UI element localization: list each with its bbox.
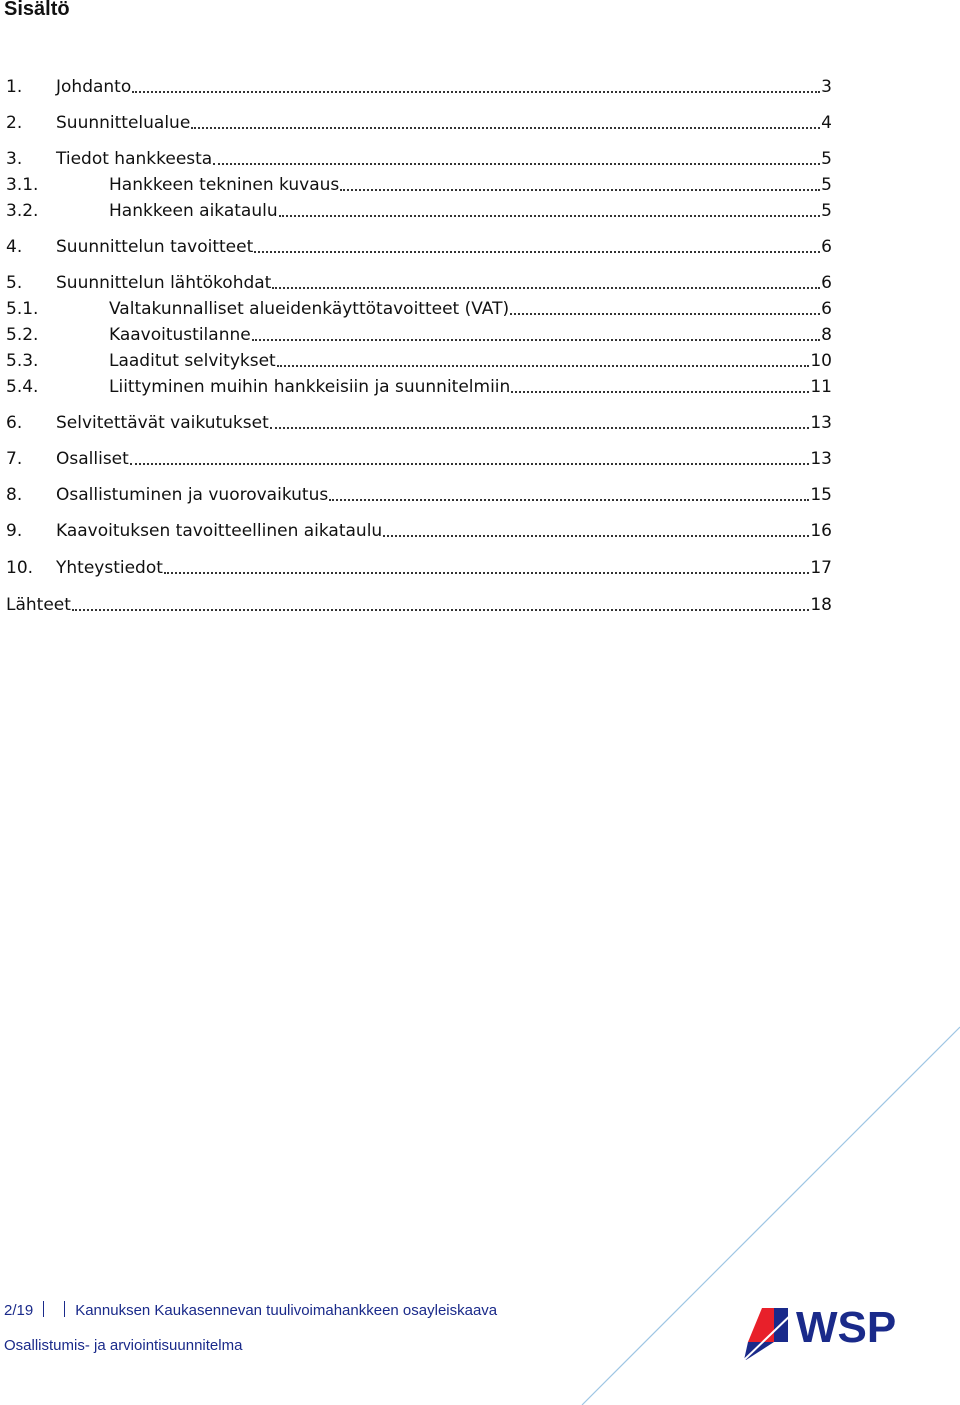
toc-dot-leader (340, 189, 820, 191)
toc-entry-title: Suunnittelualue (56, 113, 191, 133)
toc-entry-number: 3. (6, 149, 23, 169)
toc-entry[interactable] (6, 144, 832, 170)
toc-entry-page: 6 (821, 273, 832, 293)
toc-dot-leader (72, 609, 809, 611)
toc-entry-number: 3.1. (6, 175, 39, 195)
toc-entry-number: 5.4. (6, 377, 39, 397)
toc-entry[interactable] (6, 480, 832, 506)
wsp-logo (740, 1300, 915, 1362)
toc-entry-number: 1. (6, 77, 23, 97)
toc-dot-leader (132, 91, 820, 93)
toc-entry-number: 5. (6, 273, 23, 293)
toc-entry[interactable] (6, 516, 832, 542)
toc-entry-number: 3.2. (6, 201, 39, 221)
toc-entry-title: Liittyminen muihin hankkeisiin ja suunnitelmiin (109, 377, 511, 397)
project-title: Kannuksen Kaukasennevan tuulivoimahankkeen osayleiskaava (75, 1302, 498, 1319)
toc-entry-page: 5 (821, 149, 832, 169)
toc-entry-page: 3 (821, 77, 832, 97)
toc-dot-leader (279, 215, 821, 217)
toc-dot-leader (130, 463, 810, 465)
toc-dot-leader (164, 572, 809, 574)
toc-entry-page: 5 (821, 201, 832, 221)
toc-entry-page: 11 (810, 377, 832, 397)
toc-entry-title: Hankkeen aikataulu (109, 201, 278, 221)
toc-entry[interactable] (6, 408, 832, 434)
toc-entry-page: 13 (810, 413, 832, 433)
toc-dot-leader (383, 535, 809, 537)
toc-entry[interactable] (6, 553, 832, 579)
toc-entry[interactable] (6, 372, 832, 398)
document-type: Osallistumis- ja arviointisuunnitelma (4, 1337, 243, 1354)
toc-entry-page: 15 (810, 485, 832, 505)
toc-entry[interactable] (6, 232, 832, 258)
toc-entry-page: 10 (810, 351, 832, 371)
toc-entry[interactable] (6, 294, 832, 320)
toc-entry-title: Kaavoitustilanne (109, 325, 251, 345)
toc-entry[interactable] (6, 268, 832, 294)
toc-entry-title: Osallistuminen ja vuorovaikutus (56, 485, 329, 505)
toc-entry-page: 18 (810, 595, 832, 615)
footer-line-1 (4, 1301, 497, 1319)
toc-dot-leader (329, 499, 809, 501)
toc-entry-number: 7. (6, 449, 23, 469)
page-title: Sisältö (4, 0, 70, 20)
toc-entry-page: 8 (821, 325, 832, 345)
toc-entry-page: 6 (821, 299, 832, 319)
toc-entry-number: 6. (6, 413, 23, 433)
toc-entry-title: Kaavoituksen tavoitteellinen aikataulu (56, 521, 383, 541)
toc-dot-leader (254, 251, 820, 253)
logo-red-shape (748, 1308, 774, 1342)
toc-entry-title: Suunnittelun lähtökohdat (56, 273, 272, 293)
toc-dot-leader (510, 313, 820, 315)
toc-entry-page: 5 (821, 175, 832, 195)
toc-entry-number: 5.1. (6, 299, 39, 319)
footer-separator (64, 1301, 65, 1317)
toc-entry-number: 5.3. (6, 351, 39, 371)
toc-entry-page: 4 (821, 113, 832, 133)
toc-entry-number: 9. (6, 521, 23, 541)
toc-entry-title: Lähteet (6, 595, 71, 615)
toc-entry[interactable] (6, 108, 832, 134)
toc-entry-page: 6 (821, 237, 832, 257)
toc-dot-leader (252, 339, 820, 341)
toc-entry-title: Valtakunnalliset alueidenkäyttötavoitteet (VAT) (109, 299, 510, 319)
toc-entry-page: 13 (810, 449, 832, 469)
toc-entry[interactable] (6, 590, 832, 616)
toc-entry[interactable] (6, 346, 832, 372)
toc-entry-title: Hankkeen tekninen kuvaus (109, 175, 340, 195)
toc-entry-title: Osalliset (56, 449, 129, 469)
toc-entry-title: Yhteystiedot (56, 558, 163, 578)
toc-entry-number: 2. (6, 113, 23, 133)
toc-dot-leader (191, 127, 820, 129)
toc-entry-title: Suunnittelun tavoitteet (56, 237, 254, 257)
toc-entry-number: 8. (6, 485, 23, 505)
toc-dot-leader (277, 365, 810, 367)
page-indicator: 2/19 (4, 1302, 34, 1319)
toc-entry-title: Laaditut selvitykset (109, 351, 276, 371)
toc-dot-leader (272, 287, 820, 289)
toc-entry[interactable] (6, 320, 832, 346)
toc-entry-number: 10. (6, 558, 34, 578)
toc-entry-number: 4. (6, 237, 23, 257)
toc-entry-page: 17 (810, 558, 832, 578)
toc-entry[interactable] (6, 444, 832, 470)
toc-dot-leader (270, 427, 810, 429)
toc-entry[interactable] (6, 170, 832, 196)
toc-entry-page: 16 (810, 521, 832, 541)
toc-entry[interactable] (6, 196, 832, 222)
toc-entry-title: Tiedot hankkeesta (56, 149, 213, 169)
footer-separator (43, 1301, 44, 1317)
toc-dot-leader (511, 391, 809, 393)
toc-entry-number: 5.2. (6, 325, 39, 345)
toc-dot-leader (213, 163, 820, 165)
logo-wordmark: WSP (796, 1303, 897, 1352)
toc-entry-title: Selvitettävät vaikutukset (56, 413, 269, 433)
toc-entry-title: Johdanto (56, 77, 132, 97)
toc-entry[interactable] (6, 72, 832, 98)
